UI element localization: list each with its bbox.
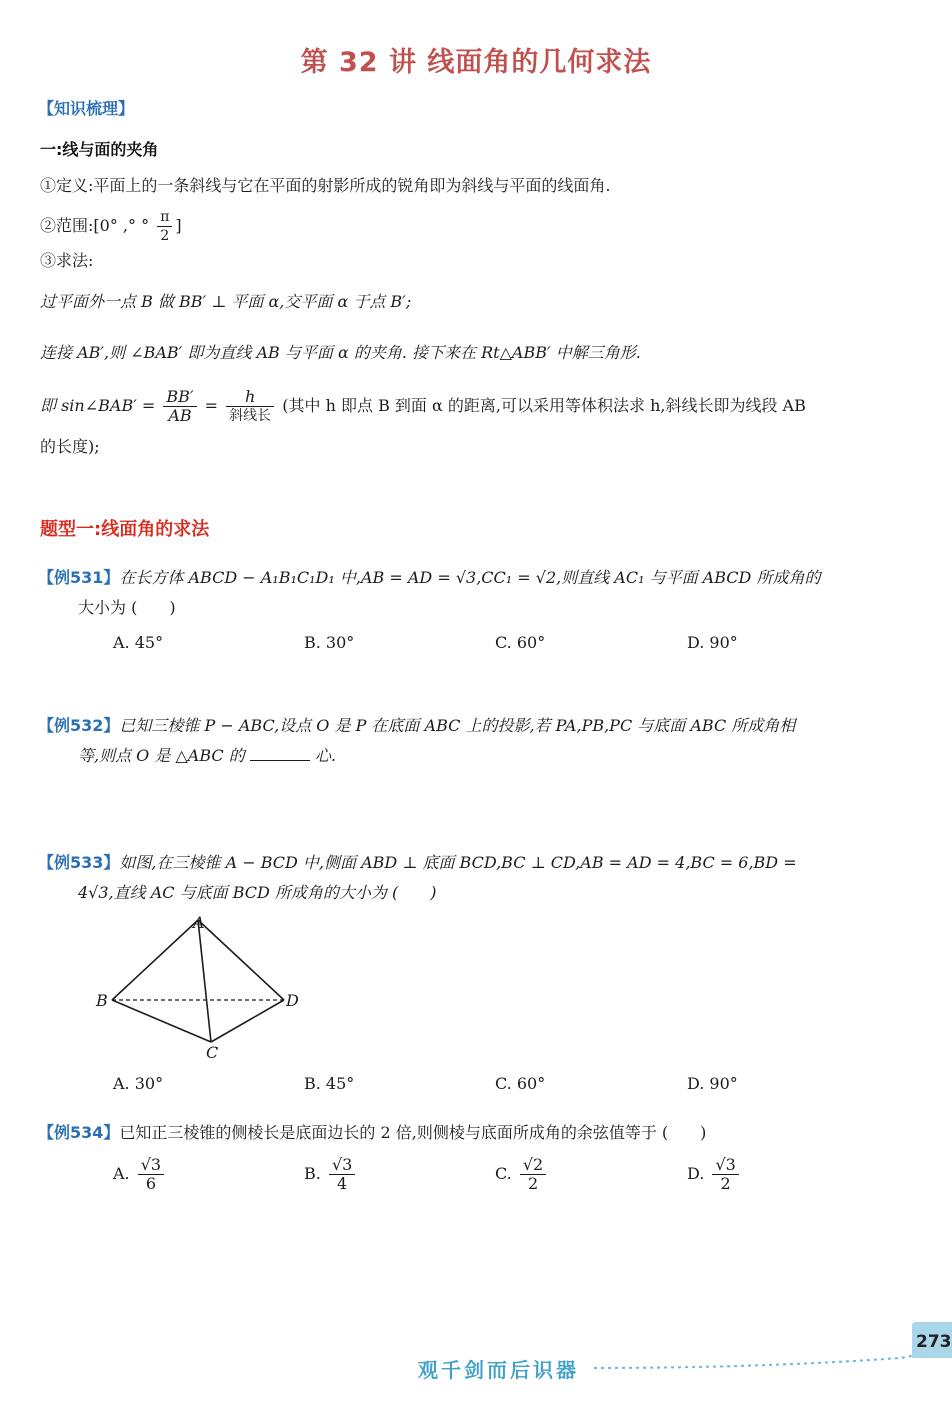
dotted-curve [595,1338,950,1368]
method-line-2: 连接 AB′,则 ∠BAB′ 即为直线 AB 与平面 α 的夹角. 接下来在 Rt△ABB′ 中解三角形. [40,343,641,362]
example-531 [38,567,820,589]
edge-ad [198,920,284,1000]
fraction-num: √3 [329,1156,355,1175]
range-mid: ,° ° [122,216,150,235]
range-prefix: ②范围:[0° [40,216,118,235]
option-a [113,1156,167,1193]
option-c: C. 60° [495,1074,546,1093]
answer-blank[interactable] [250,746,310,761]
example-533-label: 【例533】 [38,853,120,872]
option-a: A. 30° [113,1074,164,1093]
knowledge-tag: 【知识梳理】 [38,99,135,118]
point-b-label: B [96,991,108,1010]
example-531-line-1: 在长方体 ABCD − A₁B₁C₁D₁ 中,AB = AD = √3,CC₁ = √2,则直线 AC₁ 与平面 ABCD 所成角的 [119,568,821,587]
fraction-num: √3 [138,1156,164,1175]
fraction-den: 2 [720,1174,731,1193]
formula-f1-den: AB [168,406,192,425]
example-531-line-2: 大小为 ( ) [78,598,176,617]
option-letter: C. [495,1164,512,1183]
example-533 [38,852,797,874]
option-c: C. 60° [495,633,546,652]
option-fraction [712,1156,738,1193]
formula-eq: = [204,396,219,415]
range-line [40,208,182,245]
example-531-label: 【例531】 [38,568,120,587]
formula-prefix: 即 sin∠BAB′ = [40,396,156,415]
option-letter: D. [687,1164,705,1183]
option-fraction [138,1156,164,1193]
option-c [495,1156,549,1193]
formula-fraction-2 [226,388,274,425]
example-533-line-2: 4√3,直线 AC 与底面 BCD 所成角的大小为 ( ) [78,883,437,902]
fraction-num: √2 [520,1156,546,1175]
example-533-line-1: 如图,在三棱锥 A − BCD 中,侧面 ABD ⊥ 底面 BCD,BC ⊥ CD,AB = AD = 4,BC = 6,BD = [119,853,797,872]
option-letter: A. [113,1164,130,1183]
method-label: ③求法: [40,251,94,270]
example-532 [38,715,795,737]
option-b [304,1156,358,1193]
section-heading: 一:线与面的夹角 [40,140,159,159]
formula-text-2: 的长度); [40,437,100,456]
edge-cd [211,1000,284,1042]
option-a: A. 45° [113,633,164,652]
range-fraction [157,208,172,245]
formula-fraction-1 [163,388,196,425]
example-534-line-1: 已知正三棱锥的侧棱长是底面边长的 2 倍,则侧棱与底面所成角的余弦值等于 ( ) [119,1123,707,1142]
point-a-label: A [193,913,205,932]
fraction-den: 4 [337,1174,348,1193]
option-d: D. 90° [687,1074,738,1093]
definition-line: ①定义:平面上的一条斜线与它在平面的射影所成的锐角即为斜线与平面的线面角. [40,176,611,195]
option-letter: B. [304,1164,321,1183]
page-number: 273 [916,1332,952,1352]
example-534 [38,1122,706,1144]
example-532-line-2 [78,745,336,767]
tetrahedron-figure [90,908,320,1068]
range-suffix: ] [175,216,182,235]
example-532-label: 【例532】 [38,716,120,735]
type-heading: 题型一:线面角的求法 [40,519,210,540]
range-frac-num: π [157,208,172,227]
point-d-label: D [286,991,299,1010]
example-532-line-2-pre: 等,则点 O 是 △ABC 的 [78,746,245,765]
formula-text: (其中 h 即点 B 到面 α 的距离,可以采用等体积法求 h,斜线长即为线段 AB [282,396,806,415]
formula-f1-num: BB′ [163,388,196,407]
option-b: B. 30° [304,633,355,652]
formula-f2-num: h [226,388,274,407]
option-b: B. 45° [304,1074,355,1093]
fraction-den: 6 [145,1174,157,1193]
formula-f2-den: 斜线长 [229,408,272,424]
option-d [687,1156,742,1193]
example-534-label: 【例534】 [38,1123,120,1142]
edge-ac [198,920,211,1042]
edge-bc [112,1000,211,1042]
fraction-den: 2 [527,1174,539,1193]
example-532-line-1: 已知三棱锥 P − ABC,设点 O 是 P 在底面 ABC 上的投影,若 PA,PB,PC 与底面 ABC 所成角相 [119,716,796,735]
formula-line [40,388,806,425]
option-d: D. 90° [687,633,738,652]
range-frac-den: 2 [160,228,170,244]
method-line-1: 过平面外一点 B 做 BB′ ⊥ 平面 α,交平面 α 于点 B′; [40,292,412,311]
point-c-label: C [206,1043,219,1062]
footer-motto: 观千剑而后识器 [418,1358,579,1382]
option-fraction [329,1156,355,1193]
fraction-num: √3 [712,1156,738,1175]
edge-ab [112,920,198,1000]
example-532-line-2-post: 心. [314,746,336,765]
option-fraction [520,1156,546,1193]
page-title: 第 32 讲 线面角的几何求法 [300,47,652,78]
